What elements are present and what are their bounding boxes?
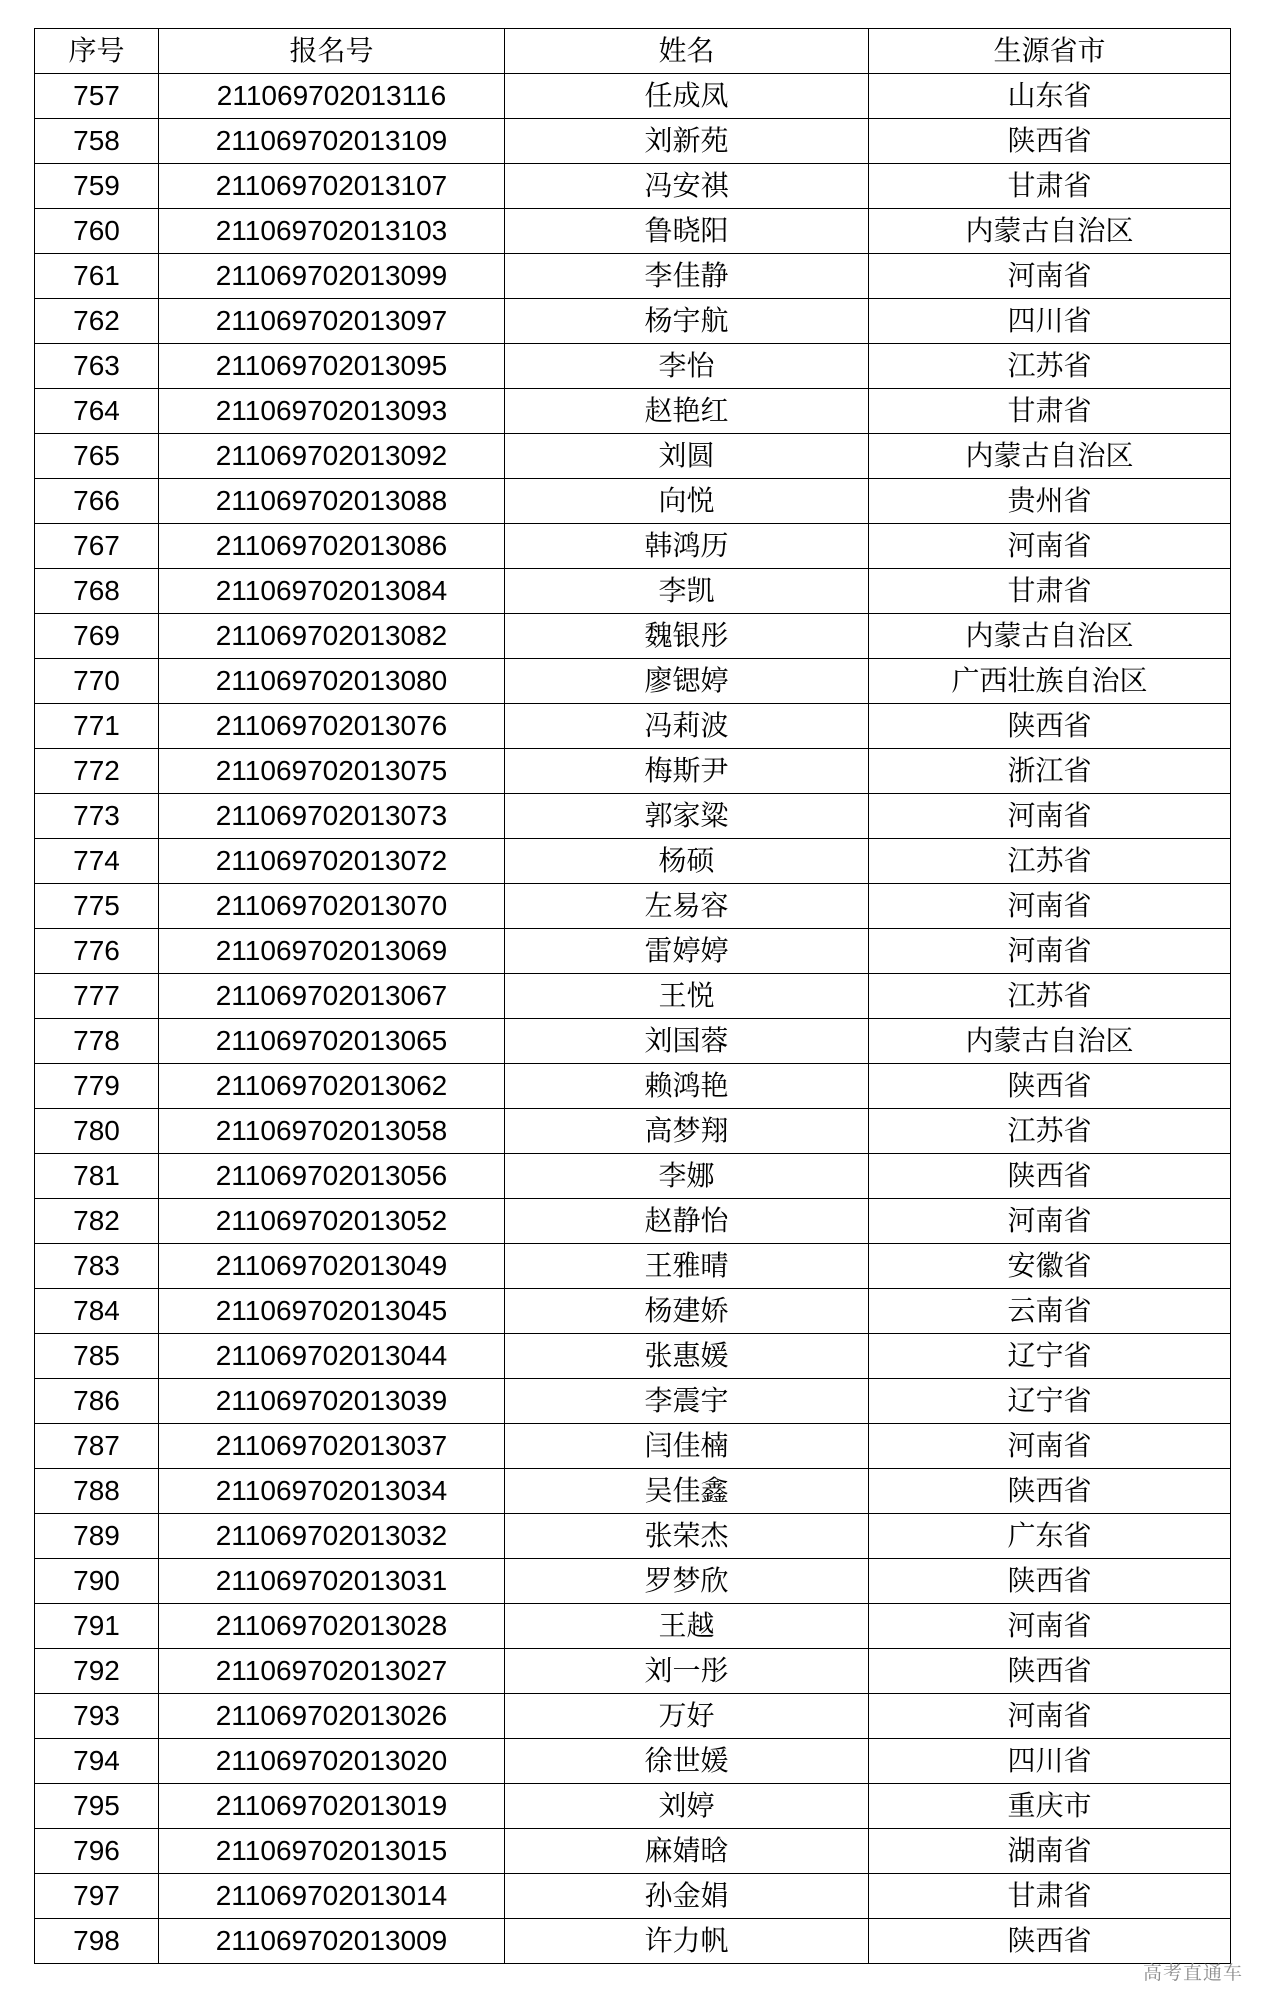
cell-registration-number: 211069702013103	[159, 209, 505, 254]
table-row	[35, 209, 1231, 254]
table-row	[35, 704, 1231, 749]
cell-origin-province: 辽宁省	[869, 1379, 1231, 1424]
cell-seq: 766	[35, 479, 159, 524]
cell-seq: 773	[35, 794, 159, 839]
cell-registration-number: 211069702013082	[159, 614, 505, 659]
cell-registration-number: 211069702013069	[159, 929, 505, 974]
cell-origin-province: 河南省	[869, 1694, 1231, 1739]
cell-origin-province: 河南省	[869, 254, 1231, 299]
cell-seq: 794	[35, 1739, 159, 1784]
cell-name: 韩鸿历	[505, 524, 869, 569]
cell-seq: 776	[35, 929, 159, 974]
cell-registration-number: 211069702013045	[159, 1289, 505, 1334]
cell-seq: 774	[35, 839, 159, 884]
table-row	[35, 569, 1231, 614]
cell-name: 郭家粱	[505, 794, 869, 839]
cell-origin-province: 内蒙古自治区	[869, 209, 1231, 254]
cell-origin-province: 四川省	[869, 299, 1231, 344]
cell-registration-number: 211069702013020	[159, 1739, 505, 1784]
header-seq: 序号	[35, 29, 159, 74]
cell-seq: 788	[35, 1469, 159, 1514]
cell-seq: 762	[35, 299, 159, 344]
cell-name: 雷婷婷	[505, 929, 869, 974]
cell-origin-province: 山东省	[869, 74, 1231, 119]
cell-registration-number: 211069702013049	[159, 1244, 505, 1289]
table-row	[35, 974, 1231, 1019]
table-row	[35, 1244, 1231, 1289]
cell-name: 魏银彤	[505, 614, 869, 659]
cell-seq: 778	[35, 1019, 159, 1064]
cell-name: 左易容	[505, 884, 869, 929]
table-row	[35, 389, 1231, 434]
cell-origin-province: 安徽省	[869, 1244, 1231, 1289]
cell-seq: 764	[35, 389, 159, 434]
cell-name: 李凯	[505, 569, 869, 614]
table-row	[35, 479, 1231, 524]
cell-registration-number: 211069702013070	[159, 884, 505, 929]
cell-name: 刘圆	[505, 434, 869, 479]
cell-origin-province: 重庆市	[869, 1784, 1231, 1829]
cell-seq: 763	[35, 344, 159, 389]
cell-seq: 760	[35, 209, 159, 254]
cell-registration-number: 211069702013073	[159, 794, 505, 839]
cell-registration-number: 211069702013092	[159, 434, 505, 479]
cell-seq: 768	[35, 569, 159, 614]
cell-origin-province: 甘肃省	[869, 164, 1231, 209]
table-row	[35, 1649, 1231, 1694]
cell-registration-number: 211069702013019	[159, 1784, 505, 1829]
cell-name: 王越	[505, 1604, 869, 1649]
cell-origin-province: 陕西省	[869, 1154, 1231, 1199]
cell-origin-province: 陕西省	[869, 119, 1231, 164]
table-row	[35, 1109, 1231, 1154]
table-row	[35, 1739, 1231, 1784]
cell-origin-province: 陕西省	[869, 704, 1231, 749]
cell-origin-province: 河南省	[869, 884, 1231, 929]
table-header-row	[35, 29, 1231, 74]
cell-name: 冯安祺	[505, 164, 869, 209]
document-page	[34, 28, 1230, 1964]
table-row	[35, 794, 1231, 839]
table-row	[35, 164, 1231, 209]
table-row	[35, 659, 1231, 704]
cell-origin-province: 陕西省	[869, 1559, 1231, 1604]
cell-registration-number: 211069702013026	[159, 1694, 505, 1739]
table-row	[35, 1469, 1231, 1514]
cell-origin-province: 河南省	[869, 929, 1231, 974]
cell-name: 赵静怡	[505, 1199, 869, 1244]
cell-origin-province: 内蒙古自治区	[869, 614, 1231, 659]
cell-name: 王悦	[505, 974, 869, 1019]
table-row	[35, 929, 1231, 974]
table-row	[35, 1694, 1231, 1739]
table-row	[35, 344, 1231, 389]
table-row	[35, 299, 1231, 344]
cell-origin-province: 贵州省	[869, 479, 1231, 524]
table-row	[35, 1784, 1231, 1829]
cell-origin-province: 河南省	[869, 1604, 1231, 1649]
cell-seq: 771	[35, 704, 159, 749]
table-row	[35, 614, 1231, 659]
cell-name: 赵艳红	[505, 389, 869, 434]
cell-seq: 769	[35, 614, 159, 659]
cell-registration-number: 211069702013052	[159, 1199, 505, 1244]
cell-seq: 784	[35, 1289, 159, 1334]
table-row	[35, 74, 1231, 119]
cell-registration-number: 211069702013075	[159, 749, 505, 794]
cell-name: 向悦	[505, 479, 869, 524]
cell-seq: 795	[35, 1784, 159, 1829]
cell-origin-province: 四川省	[869, 1739, 1231, 1784]
cell-name: 杨宇航	[505, 299, 869, 344]
cell-name: 赖鸿艳	[505, 1064, 869, 1109]
cell-origin-province: 内蒙古自治区	[869, 434, 1231, 479]
cell-name: 吴佳鑫	[505, 1469, 869, 1514]
cell-registration-number: 211069702013062	[159, 1064, 505, 1109]
cell-seq: 761	[35, 254, 159, 299]
student-roster-table	[34, 28, 1231, 1964]
cell-seq: 789	[35, 1514, 159, 1559]
cell-registration-number: 211069702013076	[159, 704, 505, 749]
cell-origin-province: 甘肃省	[869, 1874, 1231, 1919]
cell-name: 张惠媛	[505, 1334, 869, 1379]
cell-origin-province: 云南省	[869, 1289, 1231, 1334]
cell-origin-province: 河南省	[869, 1424, 1231, 1469]
cell-seq: 792	[35, 1649, 159, 1694]
cell-origin-province: 陕西省	[869, 1469, 1231, 1514]
table-row	[35, 1874, 1231, 1919]
cell-name: 李震宇	[505, 1379, 869, 1424]
cell-seq: 759	[35, 164, 159, 209]
cell-seq: 770	[35, 659, 159, 704]
cell-registration-number: 211069702013086	[159, 524, 505, 569]
table-row	[35, 119, 1231, 164]
cell-registration-number: 211069702013093	[159, 389, 505, 434]
cell-registration-number: 211069702013116	[159, 74, 505, 119]
cell-seq: 781	[35, 1154, 159, 1199]
cell-seq: 793	[35, 1694, 159, 1739]
header-origin-province: 生源省市	[869, 29, 1231, 74]
watermark-text: 高考直通车	[1142, 1962, 1243, 1984]
table-row	[35, 884, 1231, 929]
cell-seq: 783	[35, 1244, 159, 1289]
cell-origin-province: 浙江省	[869, 749, 1231, 794]
cell-seq: 796	[35, 1829, 159, 1874]
cell-name: 高梦翔	[505, 1109, 869, 1154]
cell-name: 许力帆	[505, 1919, 869, 1964]
cell-name: 刘婷	[505, 1784, 869, 1829]
table-row	[35, 524, 1231, 569]
cell-name: 罗梦欣	[505, 1559, 869, 1604]
cell-seq: 772	[35, 749, 159, 794]
cell-registration-number: 211069702013088	[159, 479, 505, 524]
cell-seq: 797	[35, 1874, 159, 1919]
cell-name: 刘新苑	[505, 119, 869, 164]
cell-origin-province: 江苏省	[869, 1109, 1231, 1154]
table-row	[35, 1379, 1231, 1424]
cell-name: 任成凤	[505, 74, 869, 119]
cell-seq: 779	[35, 1064, 159, 1109]
table-row	[35, 1424, 1231, 1469]
cell-seq: 782	[35, 1199, 159, 1244]
cell-name: 孙金娟	[505, 1874, 869, 1919]
cell-registration-number: 211069702013107	[159, 164, 505, 209]
table-body	[35, 74, 1231, 1964]
cell-origin-province: 陕西省	[869, 1064, 1231, 1109]
cell-name: 杨硕	[505, 839, 869, 884]
table-row	[35, 1919, 1231, 1964]
cell-registration-number: 211069702013028	[159, 1604, 505, 1649]
table-row	[35, 1154, 1231, 1199]
cell-seq: 790	[35, 1559, 159, 1604]
table-row	[35, 749, 1231, 794]
table-row	[35, 1334, 1231, 1379]
cell-origin-province: 广西壮族自治区	[869, 659, 1231, 704]
cell-registration-number: 211069702013009	[159, 1919, 505, 1964]
cell-name: 王雅晴	[505, 1244, 869, 1289]
cell-origin-province: 甘肃省	[869, 569, 1231, 614]
cell-name: 刘国蓉	[505, 1019, 869, 1064]
header-name: 姓名	[505, 29, 869, 74]
cell-registration-number: 211069702013099	[159, 254, 505, 299]
cell-origin-province: 江苏省	[869, 344, 1231, 389]
cell-origin-province: 甘肃省	[869, 389, 1231, 434]
table-row	[35, 434, 1231, 479]
cell-seq: 775	[35, 884, 159, 929]
cell-registration-number: 211069702013109	[159, 119, 505, 164]
cell-seq: 786	[35, 1379, 159, 1424]
cell-name: 廖锶婷	[505, 659, 869, 704]
cell-seq: 787	[35, 1424, 159, 1469]
cell-origin-province: 河南省	[869, 1199, 1231, 1244]
cell-seq: 767	[35, 524, 159, 569]
cell-origin-province: 广东省	[869, 1514, 1231, 1559]
cell-origin-province: 陕西省	[869, 1919, 1231, 1964]
table-row	[35, 839, 1231, 884]
cell-origin-province: 内蒙古自治区	[869, 1019, 1231, 1064]
cell-registration-number: 211069702013058	[159, 1109, 505, 1154]
cell-name: 张荣杰	[505, 1514, 869, 1559]
cell-registration-number: 211069702013097	[159, 299, 505, 344]
table-row	[35, 1064, 1231, 1109]
cell-name: 刘一彤	[505, 1649, 869, 1694]
table-row	[35, 1289, 1231, 1334]
table-row	[35, 1199, 1231, 1244]
table-row	[35, 1019, 1231, 1064]
cell-registration-number: 211069702013065	[159, 1019, 505, 1064]
cell-origin-province: 陕西省	[869, 1649, 1231, 1694]
cell-name: 鲁晓阳	[505, 209, 869, 254]
cell-registration-number: 211069702013015	[159, 1829, 505, 1874]
cell-registration-number: 211069702013034	[159, 1469, 505, 1514]
cell-registration-number: 211069702013027	[159, 1649, 505, 1694]
header-registration-number: 报名号	[159, 29, 505, 74]
cell-seq: 791	[35, 1604, 159, 1649]
table-row	[35, 1829, 1231, 1874]
cell-registration-number: 211069702013032	[159, 1514, 505, 1559]
cell-registration-number: 211069702013044	[159, 1334, 505, 1379]
cell-seq: 785	[35, 1334, 159, 1379]
table-row	[35, 1514, 1231, 1559]
cell-name: 李娜	[505, 1154, 869, 1199]
cell-origin-province: 河南省	[869, 524, 1231, 569]
cell-registration-number: 211069702013056	[159, 1154, 505, 1199]
cell-registration-number: 211069702013072	[159, 839, 505, 884]
cell-seq: 757	[35, 74, 159, 119]
cell-registration-number: 211069702013039	[159, 1379, 505, 1424]
cell-seq: 777	[35, 974, 159, 1019]
cell-name: 徐世媛	[505, 1739, 869, 1784]
cell-registration-number: 211069702013095	[159, 344, 505, 389]
cell-name: 万好	[505, 1694, 869, 1739]
table-row	[35, 254, 1231, 299]
cell-seq: 780	[35, 1109, 159, 1154]
cell-name: 冯莉波	[505, 704, 869, 749]
cell-name: 李佳静	[505, 254, 869, 299]
cell-name: 梅斯尹	[505, 749, 869, 794]
cell-registration-number: 211069702013037	[159, 1424, 505, 1469]
cell-registration-number: 211069702013067	[159, 974, 505, 1019]
cell-registration-number: 211069702013084	[159, 569, 505, 614]
table-row	[35, 1604, 1231, 1649]
cell-name: 杨建娇	[505, 1289, 869, 1334]
cell-origin-province: 湖南省	[869, 1829, 1231, 1874]
cell-name: 麻婧晗	[505, 1829, 869, 1874]
cell-origin-province: 江苏省	[869, 839, 1231, 884]
cell-origin-province: 辽宁省	[869, 1334, 1231, 1379]
cell-registration-number: 211069702013031	[159, 1559, 505, 1604]
cell-registration-number: 211069702013014	[159, 1874, 505, 1919]
cell-seq: 765	[35, 434, 159, 479]
cell-seq: 798	[35, 1919, 159, 1964]
cell-name: 闫佳楠	[505, 1424, 869, 1469]
cell-name: 李怡	[505, 344, 869, 389]
cell-origin-province: 江苏省	[869, 974, 1231, 1019]
cell-seq: 758	[35, 119, 159, 164]
cell-origin-province: 河南省	[869, 794, 1231, 839]
table-row	[35, 1559, 1231, 1604]
cell-registration-number: 211069702013080	[159, 659, 505, 704]
